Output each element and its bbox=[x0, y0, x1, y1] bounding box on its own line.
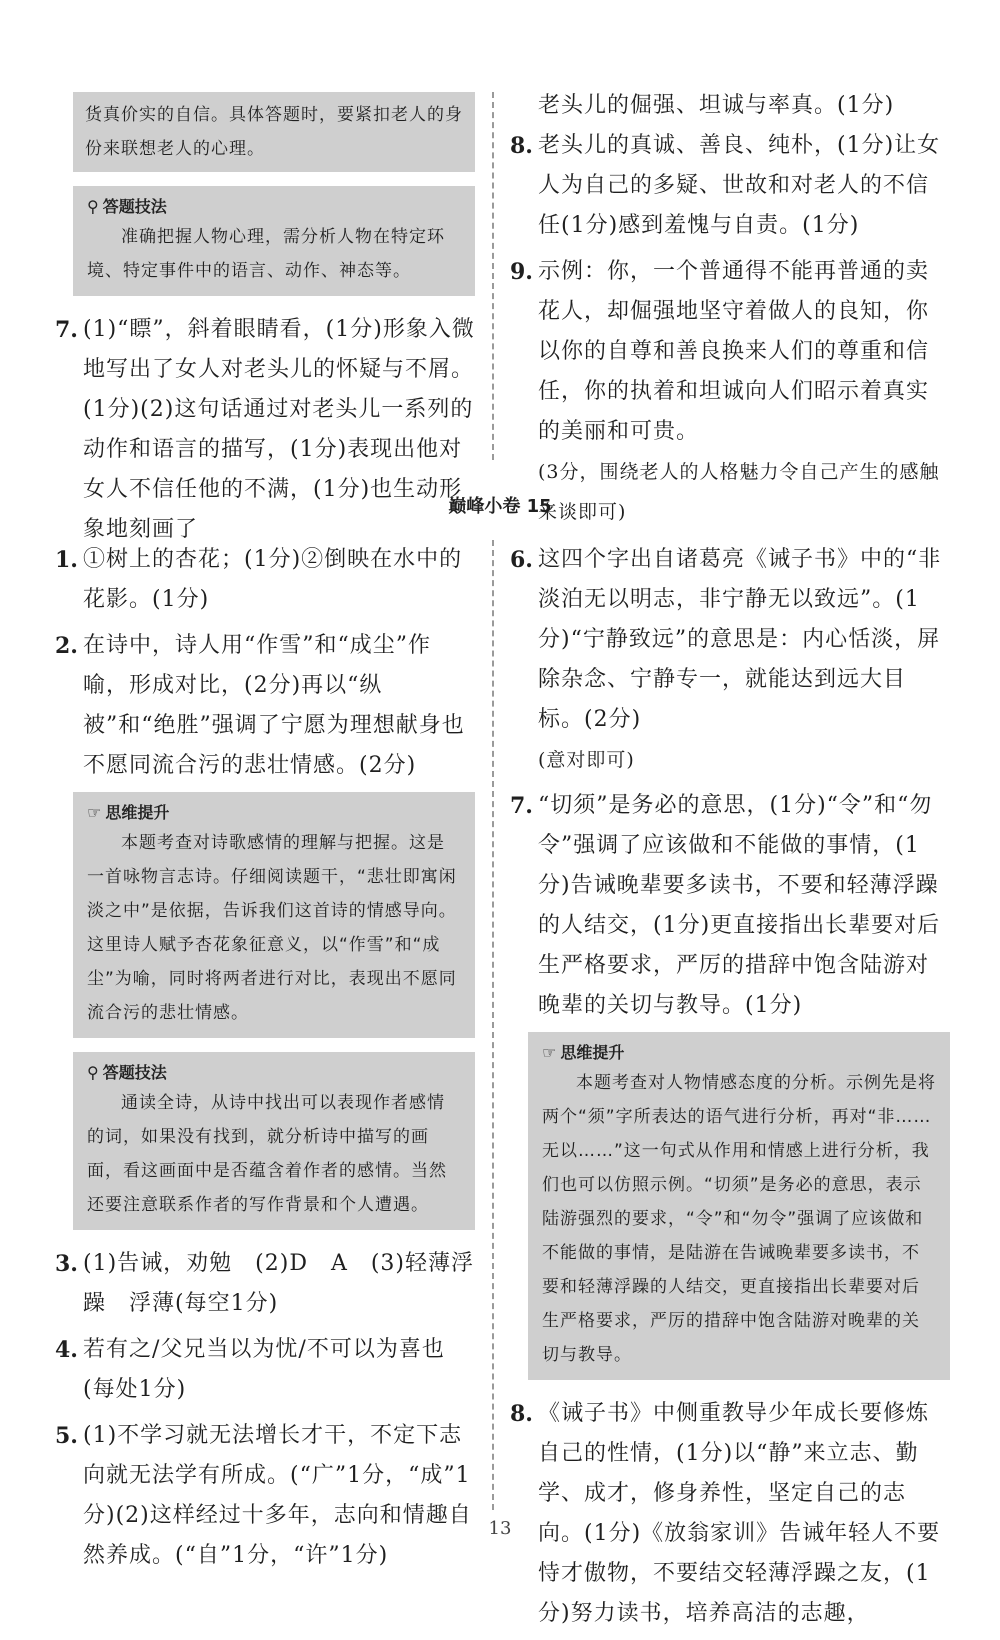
thinking-improvement-box bbox=[73, 792, 475, 1038]
answer-text: 在诗中，诗人用“作雪”和“成尘”作喻，形成对比，(2分)再以“纵被”和“绝胜”强调了宁愿为理想献身也不愿同流合污的悲壮情感。(2分) bbox=[83, 633, 465, 778]
score-note: (3分，围绕老人的人格魅力令自己产生的感触来谈即可) bbox=[538, 461, 940, 523]
question-number: 9. bbox=[510, 259, 533, 285]
question-number: 4. bbox=[55, 1337, 78, 1363]
answer-text: 《诫子书》中侧重教导少年成长要修炼自己的性情，(1分)以“静”来立志、勤学、成才，修身养性，坚定自己的志向。(1分)《放翁家训》告诫年轻人不要恃才傲物，不要结交轻薄浮躁之友，(1分)努力读书，培养高洁的志趣， bbox=[538, 1401, 941, 1626]
top-left-column bbox=[55, 92, 475, 556]
key-icon: ⚲ bbox=[87, 197, 99, 216]
box-title bbox=[87, 800, 461, 826]
question-1 bbox=[55, 540, 475, 620]
box-title-label: 答题技法 bbox=[102, 1063, 167, 1082]
question-9 bbox=[510, 252, 950, 532]
bottom-column-divider bbox=[492, 540, 494, 1510]
answer-text: (1)“瞟”，斜着眼睛看，(1分)形象入微地写出了女人对老头儿的怀疑与不屑。(1分)(2)这句话通过对老头儿一系列的动作和语言的描写，(1分)表现出他对女人不信任他的不满，(1分)也生动形象地刻画了 bbox=[83, 317, 475, 542]
question-number: 5. bbox=[55, 1423, 78, 1449]
question-number: 7. bbox=[55, 317, 78, 343]
box-title-label: 思维提升 bbox=[560, 1043, 625, 1062]
box-title bbox=[542, 1040, 936, 1066]
box-title bbox=[87, 194, 461, 220]
key-icon: ⚲ bbox=[87, 1063, 99, 1082]
pointing-hand-icon: ☞ bbox=[542, 1043, 557, 1062]
pointing-hand-icon: ☞ bbox=[87, 803, 102, 822]
score-note: (意对即可) bbox=[538, 749, 635, 771]
question-number: 3. bbox=[55, 1251, 78, 1277]
answer-text: 老头儿的真诚、善良、纯朴，(1分)让女人为自己的多疑、世故和对老人的不信任(1分)感到羞愧与自责。(1分) bbox=[538, 133, 941, 238]
bottom-right-column bbox=[510, 540, 950, 1640]
question-6 bbox=[510, 540, 950, 780]
section-title: 巅峰小卷 15 bbox=[448, 496, 552, 517]
answer-text: 示例：你，一个普通得不能再普通的卖花人，却倔强地坚守着做人的良知，你以你的自尊和善良换来人们的尊重和信任，你的执着和坦诚向人们昭示着真实的美丽和可贵。 bbox=[538, 259, 930, 444]
answer-technique-box bbox=[73, 1052, 475, 1230]
question-number: 1. bbox=[55, 547, 78, 573]
question-2 bbox=[55, 626, 475, 786]
question-number: 8. bbox=[510, 133, 533, 159]
thinking-improvement-box bbox=[528, 1032, 950, 1380]
question-number: 2. bbox=[55, 633, 78, 659]
answer-text: “切须”是务必的意思，(1分)“令”和“勿令”强调了应该做和不能做的事情，(1分)告诫晚辈要多读书，不要和轻薄浮躁的人结交，(1分)更直接指出长辈要对后生严格要求，严厉的措辞中饱含陆游对晚辈的关切与教导。(1分) bbox=[538, 793, 941, 1018]
answer-text: 若有之/父兄当以为忧/不可以为喜也(每处1分) bbox=[83, 1337, 445, 1402]
box-text: 通读全诗，从诗中找出可以表现作者感情的词，如果没有找到，就分析诗中描写的画面，看这画面中是否蕴含着作者的感情。当然还要注意联系作者的写作背景和个人遭遇。 bbox=[87, 1093, 447, 1215]
question-7 bbox=[510, 786, 950, 1026]
continued-answer-text: 老头儿的倔强、坦诚与率真。(1分) bbox=[538, 93, 895, 118]
question-8 bbox=[510, 126, 950, 246]
answer-technique-box bbox=[73, 186, 475, 296]
box-text: 准确把握人物心理，需分析人物在特定环境、特定事件中的语言、动作、神态等。 bbox=[87, 227, 445, 281]
top-right-column bbox=[510, 86, 950, 538]
answer-text: 这四个字出自诸葛亮《诫子书》中的“非淡泊无以明志，非宁静无以致远”。(1分)“宁静致远”的意思是：内心恬淡，屏除杂念、宁静专一，就能达到远大目标。(2分) bbox=[538, 547, 942, 732]
box-title-label: 思维提升 bbox=[105, 803, 170, 822]
box-title-label: 答题技法 bbox=[102, 197, 167, 216]
question-8 bbox=[510, 1394, 950, 1634]
answer-text: (1)告诫，劝勉 (2)D A (3)轻薄浮躁 浮薄(每空1分) bbox=[83, 1251, 475, 1316]
question-3 bbox=[55, 1244, 475, 1324]
question-number: 8. bbox=[510, 1401, 533, 1427]
answer-text: (1)不学习就无法增长才干，不定下志向就无法学有所成。(“广”1分，“成”1分)(2)这样经过十多年，志向和情趣自然养成。(“自”1分，“许”1分) bbox=[83, 1423, 472, 1568]
top-column-divider bbox=[492, 92, 494, 460]
question-number: 7. bbox=[510, 793, 533, 819]
answer-text: ①树上的杏花；(1分)②倒映在水中的花影。(1分) bbox=[83, 547, 463, 612]
page-number: 13 bbox=[488, 1518, 512, 1539]
box-text: 本题考查对诗歌感情的理解与把握。这是一首咏物言志诗。仔细阅读题干，“悲壮即寓闲淡之中”是依据，告诉我们这首诗的情感导向。这里诗人赋予杏花象征意义，以“作雪”和“成尘”为喻，同时将两者进行对比，表现出不愿同流合污的悲壮情感。 bbox=[87, 833, 457, 1023]
box-text: 本题考查对人物情感态度的分析。示例先是将两个“须”字所表达的语气进行分析，再对“非……无以……”这一句式从作用和情感上进行分析，我们也可以仿照示例。“切须”是务必的意思，表示陆游强烈的要求，“令”和“勿令”强调了应该做和不能做的事情，是陆游在告诫晚辈要多读书，不要和轻薄浮躁的人结交，更直接指出长辈要对后生严格要求，严厉的措辞中饱含陆游对晚辈的关切与教导。 bbox=[542, 1073, 936, 1365]
answer-tip-box-continued bbox=[73, 92, 475, 172]
box-text: 货真价实的自信。具体答题时，要紧扣老人的身份来联想老人的心理。 bbox=[85, 105, 463, 159]
question-number: 6. bbox=[510, 547, 533, 573]
question-4 bbox=[55, 1330, 475, 1410]
question-5 bbox=[55, 1416, 475, 1576]
box-title bbox=[87, 1060, 461, 1086]
bottom-left-column bbox=[55, 540, 475, 1582]
